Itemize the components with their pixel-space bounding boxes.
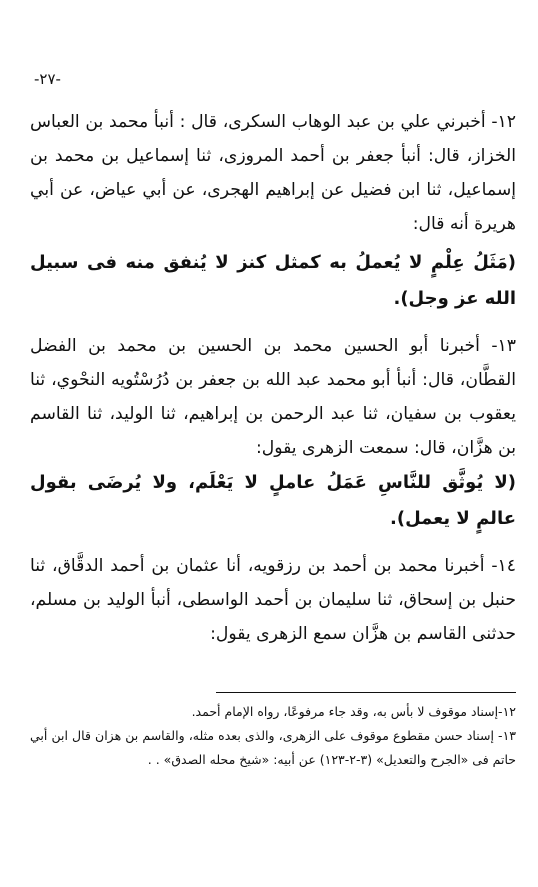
quote-13: (لا يُوثَّق للنَّاسِ عَمَلُ عاملٍ لا يَعْلَم، ولا يُرضَى بقول عالمٍ لا يعمل).: [30, 472, 516, 529]
paragraph-14: ١٤- أخبرنا محمد بن أحمد بن رزقويه، أنا عثمان بن أحمد الدقَّاق، ثنا حنبل بن إسحاق، ثنا سليمان بن أحمد الواسطى، أنبأ الوليد بن مسلم، حدثنى القاسم بن هزَّان سمع الزهرى يقول:: [30, 556, 516, 644]
footnote-12: ١٢-إسناد موقوف لا بأس به، وقد جاء مرفوعًا، رواه الإمام أحمد.: [191, 704, 516, 719]
footnotes: [30, 700, 516, 772]
paragraph-13: ١٣- أخبرنا أبو الحسين محمد بن الحسين بن محمد بن الفضل القطَّان، قال: أنبأ أبو محمد عبد الله بن جعفر بن دُرُسْتُويه النحْوي، ثنا يعقوب بن سفيان، ثنا عبد الرحمن بن إبراهيم، ثنا الوليد، ثنا القاسم بن هزَّان، قال: سمعت الزهرى يقول:: [30, 336, 516, 458]
footnote-13: ١٣- إسناد حسن مقطوع موقوف على الزهرى، والذى بعده مثله، والقاسم بن هزان قال ابن أبي حاتم فى «الجرح والتعديل» (٣-٢-١٢٣) عن أبيه: «شيخ محله الصدق» . .: [30, 728, 516, 767]
paragraph-12: ١٢- أخبرني علي بن عبد الوهاب السكرى، قال : أنبأ محمد بن العباس الخزاز، قال: أنبأ جعفر بن أحمد المروزى، ثنا إسماعيل بن محمد بن إسماعيل، ثنا ابن فضيل عن إبراهيم الهجرى، عن أبي عياض، عن أبي هريرة أنه قال:: [30, 112, 516, 234]
page-body: [30, 60, 516, 651]
footnote-divider: [216, 692, 516, 693]
page-number: -٢٧-: [34, 70, 61, 88]
quote-12: (مَثَلُ عِلْمٍ لا يُعملُ به كمثل كنز لا يُنفق منه فى سبيل الله عز وجل).: [30, 252, 516, 309]
